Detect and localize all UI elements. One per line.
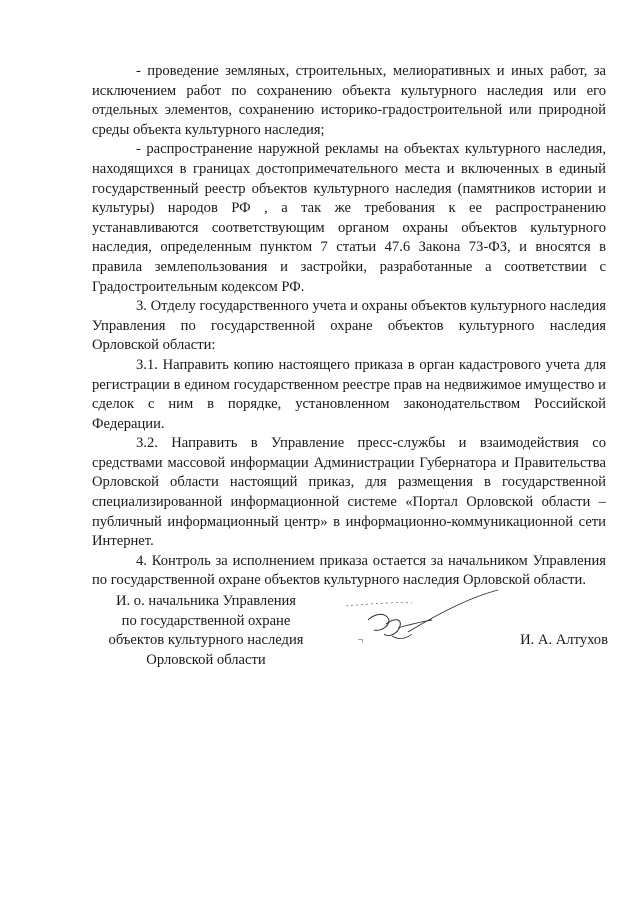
signature-block: [92, 592, 608, 668]
document-body: [92, 62, 606, 591]
signatory-name: И. А. Алтухов: [520, 632, 608, 648]
signatory-position: [94, 592, 318, 670]
paragraph-item-4: 4. Контроль за исполнением приказа остается за начальником Управления по государственной охране объектов культурного наследия Орловской области.: [92, 552, 606, 589]
paragraph-advertising: - распространение наружной рекламы на объектах культурного наследия, находящихся в границах достопримечательного места и включенных в единый государственный реестр объектов культурного наследия (памятников истории и культуры) народов РФ , а так же требования к ее распространению устанавливаются соответствующим органом охраны объектов культурного наследия, определенным пунктом 7 статьи 47.6 Закона 73-ФЗ, и вносятся в правила землепользования и застройки, разработанные а соответствии с Градостроительным кодексом РФ.: [92, 141, 606, 295]
signatory-position-line: Орловской области: [146, 651, 266, 668]
signatory-position-line: объектов культурного наследия: [108, 632, 304, 649]
signatory-position-line: по государственной охране: [121, 612, 291, 629]
paragraph-earthworks: - проведение земляных, строительных, мелиоративных и иных работ, за исключением работ по сохранению объекта культурного наследия или его отдельных элементов, сохранению историко-градостроительной или природной среды объекта культурного наследия;: [92, 63, 606, 138]
handwritten-signature: [328, 584, 528, 654]
paragraph-item-3-2: 3.2. Направить в Управление пресс-службы и взаимодействия со средствами массовой информации Администрации Губернатора и Правительства Орловской области настоящий приказ, для размещения в государственной специализированной информационной системе «Портал Орловской области – публичный информационный центр» в информационно-коммуникационной сети Интернет.: [92, 435, 606, 550]
paragraph-item-3-1: 3.1. Направить копию настоящего приказа в орган кадастрового учета для регистрации в едином государственном реестре прав на недвижимое имущество и сделок с ним в порядке, установленном законодательством Российской Федерации.: [92, 356, 606, 432]
signatory-position-line: И. о. начальника Управления: [115, 593, 297, 609]
paragraph-item-3: 3. Отделу государственного учета и охраны объектов культурного наследия Управления по государственной охране объектов культурного наследия Орловской области:: [92, 298, 606, 354]
